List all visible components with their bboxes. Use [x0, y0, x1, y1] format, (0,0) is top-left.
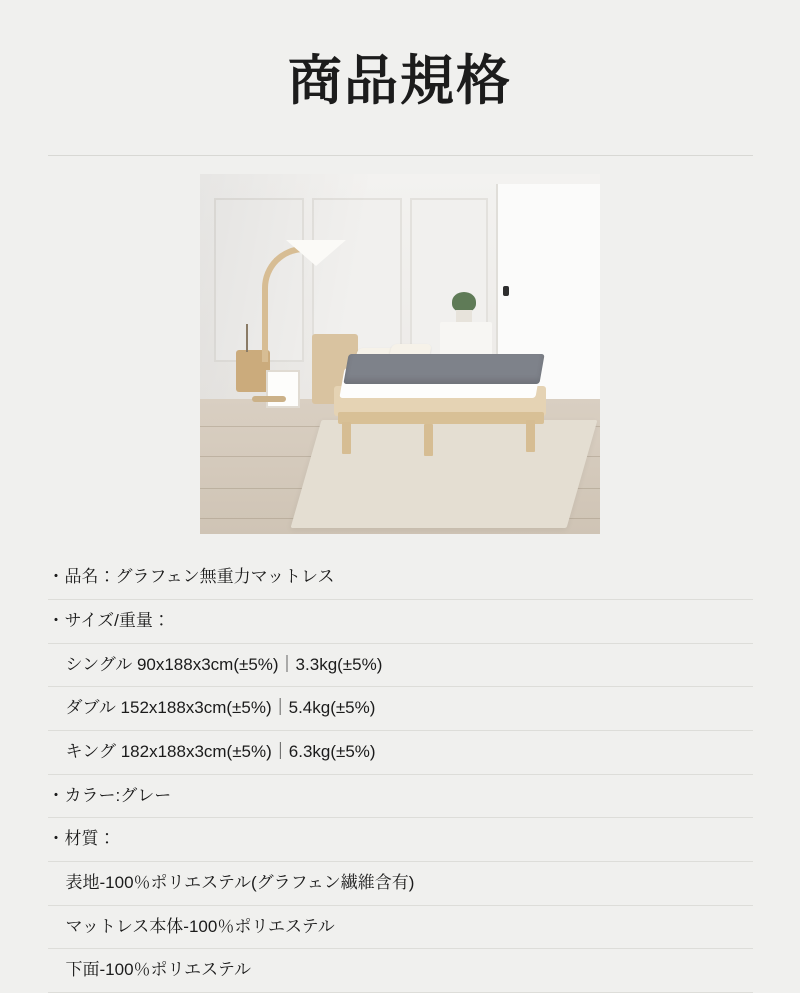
bed-rail [338, 412, 544, 424]
spec-row: ダブル 152x188x3cm(±5%)｜5.4kg(±5%) [48, 687, 753, 731]
spec-row: 表地-100％ポリエステル(グラフェン繊維含有) [48, 862, 753, 906]
spec-row: ・サイズ/重量： [48, 600, 753, 644]
dried-branch [246, 324, 248, 352]
plant-leaf [452, 292, 476, 312]
page-title: 商品規格 [288, 51, 512, 111]
bed-leg [526, 420, 535, 452]
title-divider [48, 155, 753, 156]
spec-row: マットレス本体-100％ポリエステル [48, 906, 753, 950]
picture-frame [266, 370, 300, 408]
graphene-mattress [343, 354, 544, 384]
spec-row: シングル 90x188x3cm(±5%)｜3.3kg(±5%) [48, 644, 753, 688]
bedroom-scene-illustration [200, 174, 600, 534]
spec-row: ・カラー:グレー [48, 775, 753, 819]
bed-leg [424, 424, 433, 456]
spec-row: ・材質： [48, 818, 753, 862]
floor-lamp-base [252, 396, 286, 402]
bed-frame [312, 334, 544, 444]
spec-row: キング 182x188x3cm(±5%)｜6.3kg(±5%) [48, 731, 753, 775]
floor-lamp-shade [286, 240, 346, 266]
spec-row: 下面-100％ポリエステル [48, 949, 753, 993]
spec-list [48, 556, 753, 992]
plant-pot [456, 310, 472, 322]
bed-leg [342, 422, 351, 454]
product-image [200, 174, 600, 534]
spec-row: ・品名：グラフェン無重力マットレス [48, 556, 753, 600]
